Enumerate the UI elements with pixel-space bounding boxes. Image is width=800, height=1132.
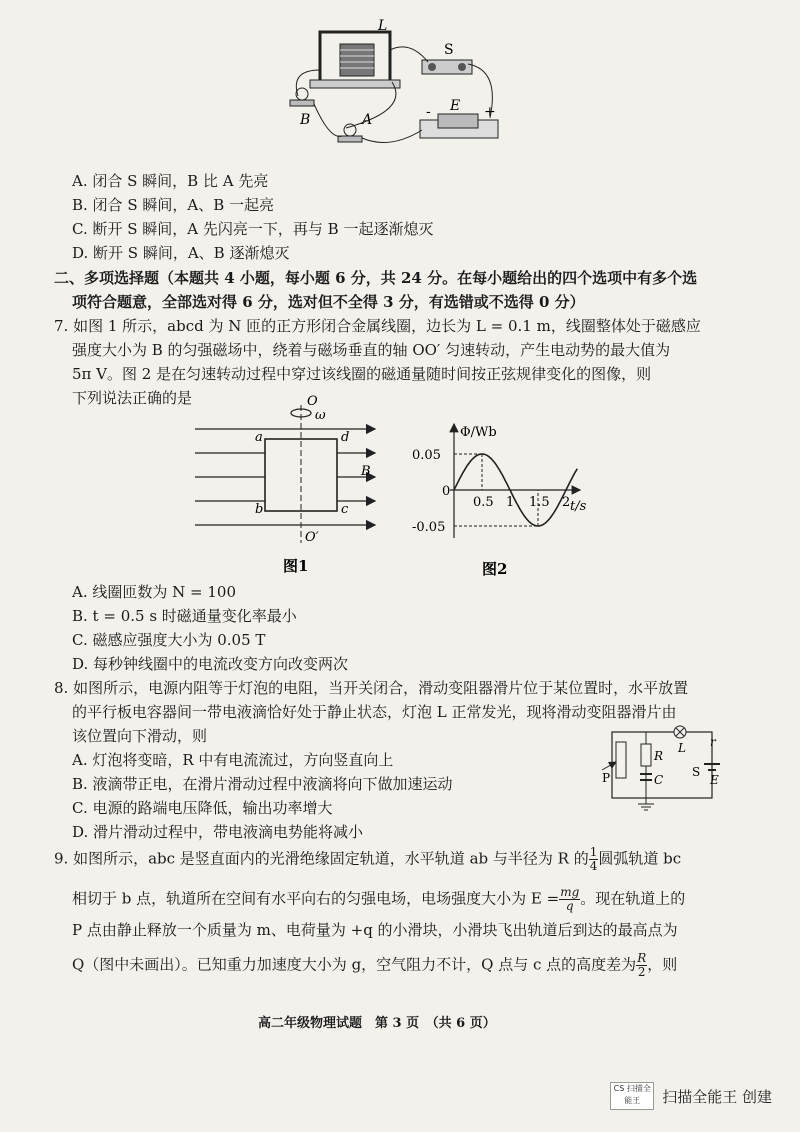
q8-option-d: D. 滑片滑动过程中，带电液滴电势能将减小: [72, 823, 364, 841]
scanner-watermark: [610, 1082, 772, 1110]
q6-option-b: B. 闭合 S 瞬间，A、B 一起亮: [72, 196, 274, 214]
scanner-watermark-text: 扫描全能王 创建: [662, 1087, 772, 1106]
q7-fig1-label-b: b: [255, 502, 264, 517]
q6-label-E: E: [450, 98, 461, 114]
q7-option-a: A. 线圈匝数为 N = 100: [72, 583, 236, 601]
q6-label-minus: -: [426, 104, 431, 120]
q9-frac3-num: R: [637, 951, 647, 965]
q7-figure-1: [195, 395, 395, 575]
q8-label-L: L: [678, 741, 686, 755]
q7-fig1-label-O-prime: O′: [305, 530, 319, 545]
q7-fig1-label-a: a: [255, 430, 263, 445]
q6-option-c: C. 断开 S 瞬间，A 先闪亮一下，再与 B 一起逐渐熄灭: [72, 220, 434, 238]
page-footer: 高二年级物理试题 第 3 页 （共 6 页）: [258, 1016, 496, 1031]
q6-label-L: L: [378, 18, 388, 34]
fig2-xlabel: t/s: [570, 499, 587, 514]
q8-label-r: r: [710, 735, 716, 749]
fig2-ytick-label: 0.05: [412, 448, 441, 463]
fig2-origin: 0: [442, 484, 451, 499]
q6-label-A: A: [362, 112, 373, 128]
q7-fig1-label-c: c: [341, 502, 349, 517]
q9-line4-text-a: Q（图中未画出）。已知重力加速度大小为 g，空气阻力不计，Q 点与 c 点的高度差为: [72, 955, 637, 974]
q9-line4-text-b: ，则: [647, 955, 678, 974]
q8-label-E: E: [710, 773, 719, 787]
q7-fig1-label-d: d: [341, 430, 350, 445]
q6-label-plus: +: [484, 104, 496, 120]
q9-frac1-num: 1: [589, 845, 598, 859]
fig2-ytick-label: -0.05: [412, 520, 446, 535]
q9-frac2-num: mg: [560, 885, 580, 899]
q6-circuit-figure: [280, 10, 520, 160]
q7-option-d: D. 每秒钟线圈中的电流改变方向改变两次: [72, 655, 349, 673]
q8-stem-line3: 该位置向下滑动，则: [72, 727, 208, 745]
section2-heading-line1: 二、多项选择题（本题共 4 小题，每小题 6 分，共 24 分。在每小题给出的四个选项中有多个选: [54, 269, 698, 287]
q6-option-a: A. 闭合 S 瞬间，B 比 A 先亮: [72, 172, 269, 190]
q7-option-c: C. 磁感应强度大小为 0.05 T: [72, 631, 266, 649]
q8-label-P: P: [602, 771, 611, 785]
q7-fig1-label-B: B: [361, 464, 371, 479]
q7-figure-2-chart: [410, 418, 590, 578]
q9-frac1-den: 4: [589, 859, 598, 873]
fig2-xtick-label: 0.5: [473, 495, 494, 510]
q8-circuit-figure: [598, 722, 728, 812]
q9-line2-text-a: 相切于 b 点，轨道所在空间有水平向右的匀强电场，电场强度大小为 E =: [72, 889, 560, 908]
q9-stem-line1: [54, 846, 681, 873]
q6-label-S: S: [444, 42, 454, 58]
q7-option-b: B. t = 0.5 s 时磁通量变化率最小: [72, 607, 297, 625]
q9-stem-line2: [72, 886, 685, 913]
q6-label-B: B: [300, 112, 311, 128]
q6-option-d: D. 断开 S 瞬间，A、B 逐渐熄灭: [72, 244, 290, 262]
q9-frac3-den: 2: [637, 965, 646, 979]
fig2-xtick-label: 1.5: [529, 495, 550, 510]
q9-fraction-R-2: [636, 952, 647, 979]
fig2-xtick-label: 1: [506, 495, 515, 510]
q7-fig1-label-omega: ω: [315, 408, 326, 423]
q9-fraction-mg-q: [559, 886, 580, 913]
q9-line2-text-b: 。现在轨道上的: [580, 889, 686, 908]
q9-fraction-quarter: [589, 846, 599, 873]
q9-stem-line4: [72, 952, 677, 979]
q7-fig2-caption: 图2: [482, 560, 508, 578]
q8-label-S: S: [692, 765, 701, 779]
fig2-xtick-label: 2: [562, 495, 571, 510]
q8-option-b: B. 液滴带正电，在滑片滑动过程中液滴将向下做加速运动: [72, 775, 453, 793]
q8-label-R: R: [654, 749, 664, 763]
q7-stem-line4: 下列说法正确的是: [72, 389, 193, 407]
section2-heading-line2: 项符合题意，全部选对得 6 分，选对但不全得 3 分，有选错或不选得 0 分）: [72, 293, 585, 311]
q7-stem-line1: 7. 如图 1 所示，abcd 为 N 匝的正方形闭合金属线圈，边长为 L = 0.1 m，线圈整体处于磁感应: [54, 317, 701, 335]
q8-stem-line2: 的平行板电容器间一带电液滴恰好处于静止状态，灯泡 L 正常发光，现将滑动变阻器滑片由: [72, 703, 677, 721]
scanner-logo-icon: CS 扫描全能王: [610, 1082, 654, 1110]
q9-frac2-den: q: [565, 899, 574, 913]
q7-fig1-caption: 图1: [283, 557, 309, 575]
q7-stem-line3: 5π V。图 2 是在匀速转动过程中穿过该线圈的磁通量随时间按正弦规律变化的图像，则: [72, 365, 652, 383]
q7-stem-line2: 强度大小为 B 的匀强磁场中，绕着与磁场垂直的轴 OO′ 匀速转动，产生电动势的最大值为: [72, 341, 671, 359]
q9-line1-text-b: 圆弧轨道 bc: [598, 849, 682, 868]
q9-line1-text-a: 9. 如图所示，abc 是竖直面内的光滑绝缘固定轨道，水平轨道 ab 与半径为 R 的: [54, 849, 589, 868]
q8-label-C: C: [654, 773, 664, 787]
q7-fig1-label-O: O: [307, 395, 318, 409]
q9-stem-line3: P 点由静止释放一个质量为 m、电荷量为 +q 的小滑块，小滑块飞出轨道后到达的最高点为: [72, 921, 678, 939]
q8-option-c: C. 电源的路端电压降低，输出功率增大: [72, 799, 333, 817]
q8-option-a: A. 灯泡将变暗，R 中有电流流过，方向竖直向上: [72, 751, 394, 769]
fig2-ylabel: Φ/Wb: [460, 425, 497, 440]
q8-stem-line1: 8. 如图所示，电源内阻等于灯泡的电阻，当开关闭合，滑动变阻器滑片位于某位置时，水平放置: [54, 679, 689, 697]
